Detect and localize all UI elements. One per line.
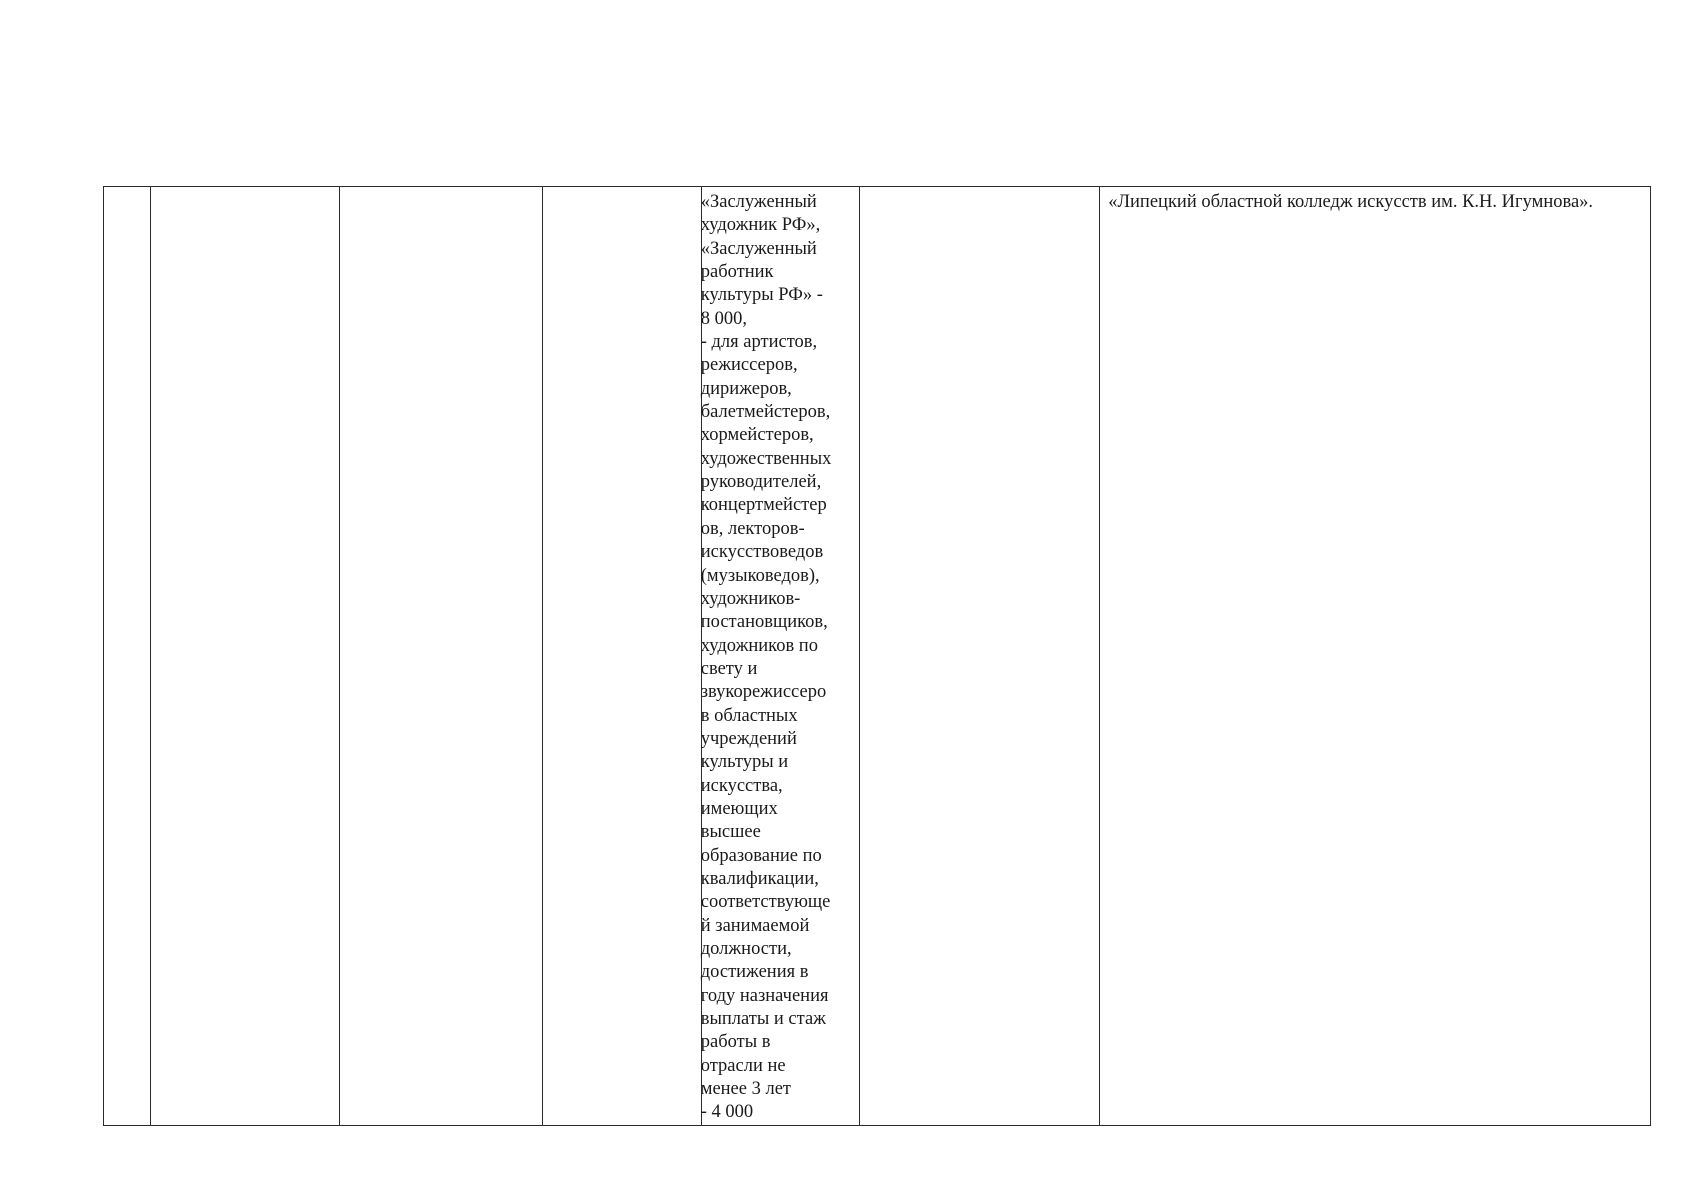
payment-amount-text: «Заслуженный художник РФ», «Заслуженный работник культуры РФ» - 8 000, - для артистов, режиссеров, дирижеров, балетмейстеров, хормейстеров, художественных руководителей, концертмейстер ов, лекторов- искусствоведов (музыковедов), художников- постановщиков, художников по свету и звукорежиссеро в областных учреждений культуры и искусства, имеющих высшее образование по квалификации, соответствующе й занимаемой должности, достижения в году назначения выплаты и стаж работы в отрасли не менее 3 лет - 4 000	[700, 192, 832, 1123]
organization-name-text: «Липецкий областной колледж искусств им. К.Н. Игумнова».	[1108, 192, 1594, 212]
table-cell-1	[104, 187, 151, 1126]
table-cell-4	[542, 187, 701, 1126]
table-cell-7	[1100, 187, 1651, 1126]
table-cell-5	[701, 187, 859, 1126]
table-row	[104, 187, 1651, 1126]
table-cell-2	[151, 187, 340, 1126]
table-cell-3	[340, 187, 542, 1126]
table-cell-6	[859, 187, 1099, 1126]
data-table	[103, 186, 1651, 1126]
